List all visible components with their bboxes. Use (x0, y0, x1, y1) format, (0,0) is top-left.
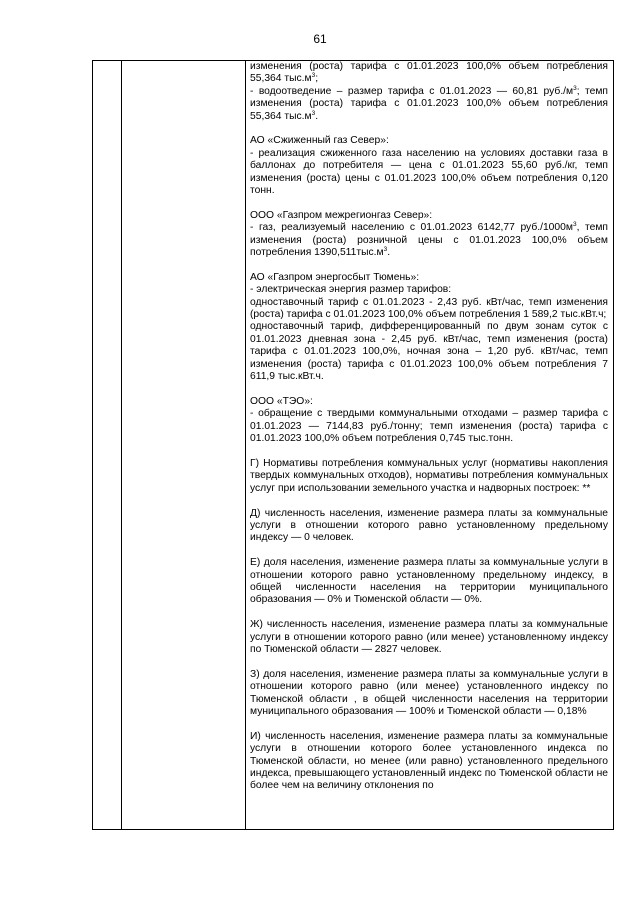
page-number: 61 (313, 32, 327, 46)
paragraph-line: - обращение с твердыми коммунальными отходами – размер тарифа с 01.01.2023 — 7144,83 руб./тонну; темп изменения (роста) тарифа с 01.01.2023 100,0% объем потребления 0,745 тыс.тонн. (250, 408, 608, 445)
table-right-border (613, 60, 614, 829)
paragraph-line: З) доля населения, изменение размера платы за коммунальные услуги в отношении которого равно (или менее) установленного индексу по Тюменской области , в общей численности населения на территории муниципального образования — 100% и Тюменской области — 0,18% (250, 668, 608, 717)
paragraph (250, 396, 608, 446)
paragraph-line: - реализация сжиженного газа населению на условиях доставки газа в баллонах до потребителя — цена с 01.01.2023 55,60 руб./кг, темп изменения (роста) цены с 01.01.2023 100,0% объем потребления 0,120 тонн. (250, 147, 608, 197)
paragraph-line: одноставочный тариф с 01.01.2023 - 2,43 руб. кВт/час, темп изменения (роста) тарифа с 01.01.2023 100,0% объем потребления 1 589,2 тыс.кВт.ч; (250, 296, 608, 321)
paragraph (250, 508, 608, 545)
paragraph-line: ООО «Газпром межрегионгаз Север»: (250, 209, 433, 221)
paragraph-line: И) численность населения, изменение размера платы за коммунальные услуги в отношении которого более установленного индекса по Тюменской области, но менее (или равно) установленного предельного индекса, превышающего установленный индекс по Тюменской области не более чем на величину отклонения по (250, 730, 608, 792)
paragraph (250, 272, 608, 384)
table-column-divider (245, 60, 246, 829)
table-left-border (92, 60, 93, 829)
paragraph-line: - водоотведение – размер тарифа с 01.01.2023 — 60,81 $руб./м^3$; темп изменения (роста) тарифа с 01.01.2023 100,0% объем потребления 55,364 $тыс.м^3$. (250, 84, 608, 122)
paragraph-line: - газ, реализуемый населению с 01.01.2023 6142,77 $руб./1000м^3$, темп изменения (роста) розничной цены с 01.01.2023 100,0% объем потребления $1390,511тыс.м^3$. (250, 221, 608, 259)
paragraph (250, 210, 608, 260)
table-cell-content (250, 61, 608, 827)
paragraph (250, 61, 608, 123)
table-column-divider (121, 60, 122, 829)
paragraph-line: Г) Нормативы потребления коммунальных услуг (нормативы накопления твердых коммунальных отходов), нормативы потребления коммунальных услуг при использовании земельного участка и надворных построек: ** (250, 457, 608, 494)
paragraph (250, 619, 608, 656)
paragraph-line: Е) доля населения, изменение размера платы за коммунальные услуги в отношении которого равно установленному предельному индексу, в общей численности населения на территории муниципального образования — 0% и Тюменской области — 0%. (250, 557, 608, 606)
paragraph (250, 557, 608, 607)
paragraph-line: Д) численность населения, изменение размера платы за коммунальные услуги в отношении которого равно установленному предельному индексу — 0 человек. (250, 507, 608, 544)
paragraph-line: - электрическая энергия размер тарифов: (250, 284, 452, 296)
paragraph (250, 669, 608, 719)
paragraph-line: ООО «ТЭО»: (250, 395, 313, 407)
paragraph (250, 731, 608, 793)
paragraph-line: АО «Газпром энергосбыт Тюмень»: (250, 271, 420, 283)
paragraph (250, 458, 608, 495)
paragraph-line: одноставочный тариф, дифференцированный по двум зонам суток с 01.01.2023 дневная зона - 2,45 руб. кВт/час, темп изменения (роста) тарифа с 01.01.2023 100,0%, ночная зона – 1,20 руб. кВт/час, темп изменения (роста) тарифа с 01.01.2023 100,0% объем потребления 7 611,9 тыс.кВт.ч. (250, 321, 608, 383)
paragraph-line: АО «Сжиженный газ Север»: (250, 135, 389, 147)
paragraph (250, 135, 608, 197)
paragraph-line: изменения (роста) тарифа с 01.01.2023 100,0% объем потребления 55,364 $тыс.м^3$; (250, 61, 608, 85)
paragraph-line: Ж) численность населения, изменение размера платы за коммунальные услуги в отношении которого равно (или менее) установленному индексу по Тюменской области — 2827 человек. (250, 619, 608, 655)
